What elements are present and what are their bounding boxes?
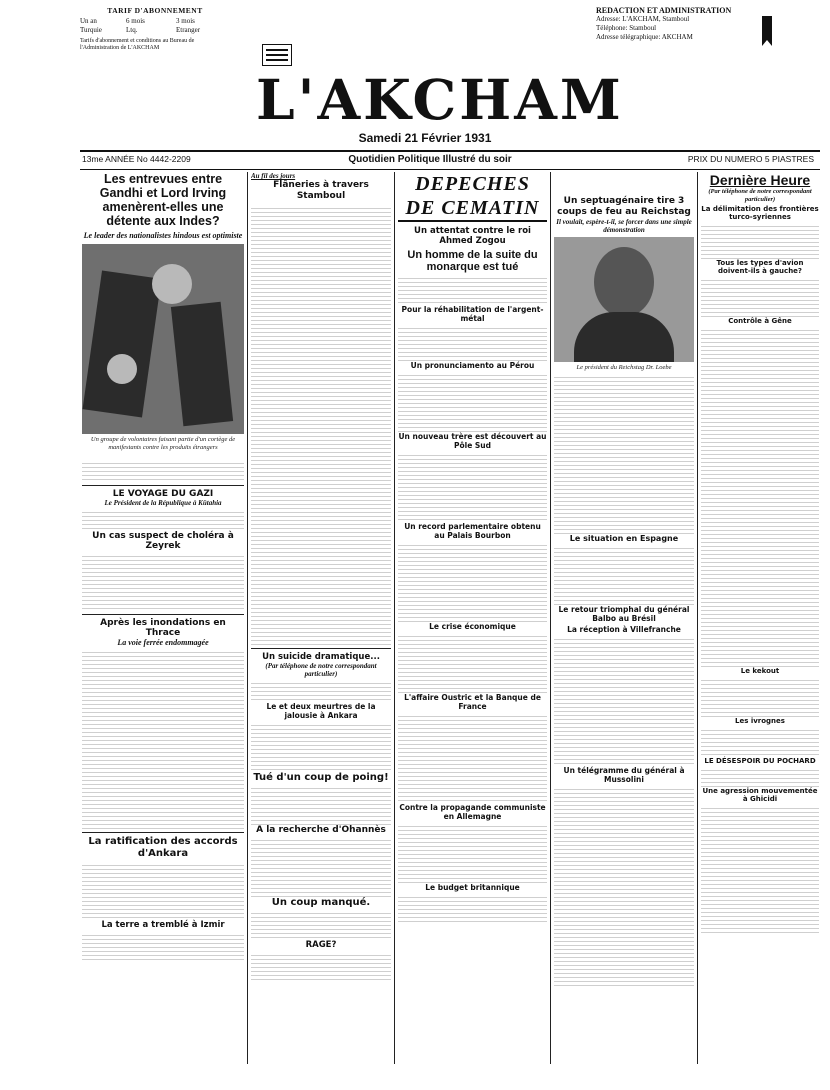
story-title: Un suicide dramatique...: [262, 652, 380, 662]
body-text: [82, 862, 244, 920]
body-text: [398, 275, 547, 305]
headline-gandhi: Les entrevues entre Gandhi et Lord Irving amenèrent-elles une détente aux Indes?: [99, 172, 227, 228]
body-text: [398, 823, 547, 883]
depeches-band: DEPECHES DE CEMATIN: [398, 172, 547, 222]
body-text: [251, 910, 391, 940]
body-text: [398, 713, 547, 803]
story-title: Le budget britannique: [425, 883, 520, 892]
newspaper-title: L'AKCHAM: [256, 67, 624, 132]
body-text: [701, 677, 819, 717]
column-divider: [394, 172, 395, 1064]
body-text: [398, 325, 547, 361]
body-text: [251, 952, 391, 982]
column-4: [554, 172, 694, 1064]
story-title: Un nouveau trère est découvert au Pôle Sud: [398, 432, 547, 450]
body-text: [398, 894, 547, 924]
issue-number: 13me ANNÉE No 4442-2209: [82, 154, 191, 164]
subhead-gandhi: Le leader des nationalistes hindous est optimiste: [83, 231, 243, 240]
body-text: [554, 374, 694, 534]
story-title: Une agression mouvementée à Ghicidi: [702, 787, 818, 803]
divider: [82, 832, 244, 833]
masthead-divider: [80, 150, 820, 152]
body-text: [251, 680, 391, 702]
body-text: [701, 327, 819, 667]
divider: [82, 485, 244, 486]
redaction-title: REDACTION ET ADMINISTRATION: [596, 6, 732, 15]
subscription-row: Ltq.: [126, 26, 138, 34]
story-title: La ratification des accords d'Ankara: [88, 836, 238, 860]
story-title: Un homme de la suite du monarque est tué: [407, 249, 538, 273]
issue-date: Samedi 21 Février 1931: [358, 131, 492, 145]
body-text: [398, 372, 547, 432]
newspaper-tagline: Quotidien Politique Illustré du soir: [348, 154, 512, 165]
story-title: Tous les types d'avion doivent-ils à gauche?: [716, 259, 804, 275]
story-subtitle: La voie ferrée endommagée: [117, 638, 209, 648]
story-subtitle: (Par téléphone de notre correspondant particulier): [265, 662, 377, 678]
subscription-title: TARIF D'ABONNEMENT: [107, 6, 203, 15]
divider: [82, 614, 244, 615]
story-title: Contre la propagande communiste en Allemagne: [399, 803, 546, 821]
column-1: [82, 172, 244, 1064]
section-label: Au fil des jours: [251, 172, 296, 180]
story-title: L'affaire Oustric et la Banque de France: [404, 693, 541, 711]
story-title: Le et deux meurtres de la jalousie à Ankara: [266, 702, 376, 720]
story-title: A la recherche d'Ohannès: [256, 825, 386, 835]
story-title: Le crise économique: [429, 622, 516, 631]
story-title: Le kekout: [740, 667, 780, 675]
story-title: Flâneries à travers Stamboul: [273, 180, 369, 201]
body-text: [701, 767, 819, 787]
story-subtitle: Il voulait, espère-t-il, se forcer dans une simple démonstration: [556, 218, 692, 234]
body-text: [82, 932, 244, 962]
story-subtitle: La réception à Villefranche: [567, 624, 681, 634]
last-hour-title: Dernière Heure: [709, 172, 811, 188]
body-text: [554, 545, 694, 605]
subscription-row: Un an: [80, 17, 97, 25]
redaction-line: Adresse télégraphique: AKCHAM: [596, 33, 693, 41]
body-text: [82, 553, 244, 611]
story-title: Un record parlementaire obtenu au Palais Bourbon: [404, 522, 541, 540]
photo-caption: Un groupe de volontaires faisant partie d'un cortège de manifestants contre les produits étrangers: [90, 436, 236, 451]
body-text: [251, 785, 391, 825]
story-title: Un cas suspect de choléra à Zeyrek: [92, 531, 234, 552]
subscription-row: Turquie: [80, 26, 102, 34]
column-2: [251, 172, 391, 1064]
story-title: LE VOYAGE DU GAZI: [112, 489, 214, 500]
issue-price: PRIX DU NUMERO 5 PIASTRES: [687, 154, 814, 164]
subscription-note: Tarifs d'abonnement et conditions au Bureau de l'Administration de L'AKCHAM: [80, 38, 195, 51]
body-text: [701, 223, 819, 259]
divider: [251, 648, 391, 649]
subscription-box: [80, 6, 230, 52]
columns-top-divider: [80, 169, 820, 170]
story-title: Un coup manqué.: [271, 897, 371, 908]
story-subtitle: Le Président de la République à Kütahia: [104, 499, 222, 508]
story-title: LE DÉSESPOIR DU POCHARD: [704, 757, 816, 765]
story-title: Les ivrognes: [735, 717, 785, 725]
body-text: [398, 452, 547, 522]
story-title: Contrôle à Gêne: [728, 317, 792, 325]
subscription-rows: [80, 17, 230, 35]
body-text: [701, 805, 819, 935]
subscription-row: 6 mois: [126, 17, 145, 25]
last-hour-subtitle: (Par téléphone de notre correspondant particulier): [708, 188, 812, 203]
body-text: [554, 786, 694, 986]
redaction-line: Adresse: L'AKCHAM, Stamboul: [596, 15, 690, 23]
body-text: [82, 509, 244, 531]
story-title: RAGE?: [305, 940, 337, 950]
story-title: Un attentat contre le roi Ahmed Zogou: [414, 226, 531, 246]
body-text: [701, 727, 819, 757]
photo-caption: Le président du Reichstag Dr. Loebe: [576, 364, 672, 371]
story-title: Tué d'un coup de poing!: [253, 772, 389, 783]
column-5: [701, 172, 819, 1064]
body-text: [82, 649, 244, 829]
column-divider: [247, 172, 248, 1064]
bookmark-icon: [760, 16, 774, 46]
body-text: [701, 277, 819, 317]
column-divider: [697, 172, 698, 1064]
story-title: Le situation en Espagne: [569, 533, 679, 543]
story-title: Un télégramme du général à Mussolini: [563, 765, 685, 784]
subscription-row: 3 mois: [176, 17, 195, 25]
story-title: Le retour triomphal du général Balbo au Brésil: [558, 604, 690, 623]
body-text: [251, 837, 391, 897]
body-text: [251, 205, 391, 645]
redaction-line: Téléphone: Stamboul: [596, 24, 657, 32]
story-title: Un pronunciamento au Pérou: [410, 361, 535, 370]
protest-photo: [82, 244, 244, 434]
body-text: [398, 542, 547, 622]
column-divider: [550, 172, 551, 1064]
story-title: La terre a tremblé à Izmir: [101, 920, 225, 931]
redaction-box: [596, 6, 816, 42]
story-title: Après les inondations en Thrace: [100, 618, 226, 639]
masthead-emblem-icon: [262, 44, 292, 66]
body-text: [82, 460, 244, 482]
story-title: Pour la réhabilitation de l'argent-métal: [401, 305, 544, 323]
subscription-row: Etranger: [176, 26, 201, 34]
story-title: La délimitation des frontières turco-syriennes: [701, 205, 819, 221]
column-3: [398, 172, 547, 1064]
body-text: [554, 636, 694, 766]
body-text: [398, 633, 547, 693]
story-title: Un septuagénaire tire 3 coups de feu au Reichstag: [557, 196, 691, 217]
portrait-photo: [554, 237, 694, 362]
body-text: [251, 722, 391, 772]
